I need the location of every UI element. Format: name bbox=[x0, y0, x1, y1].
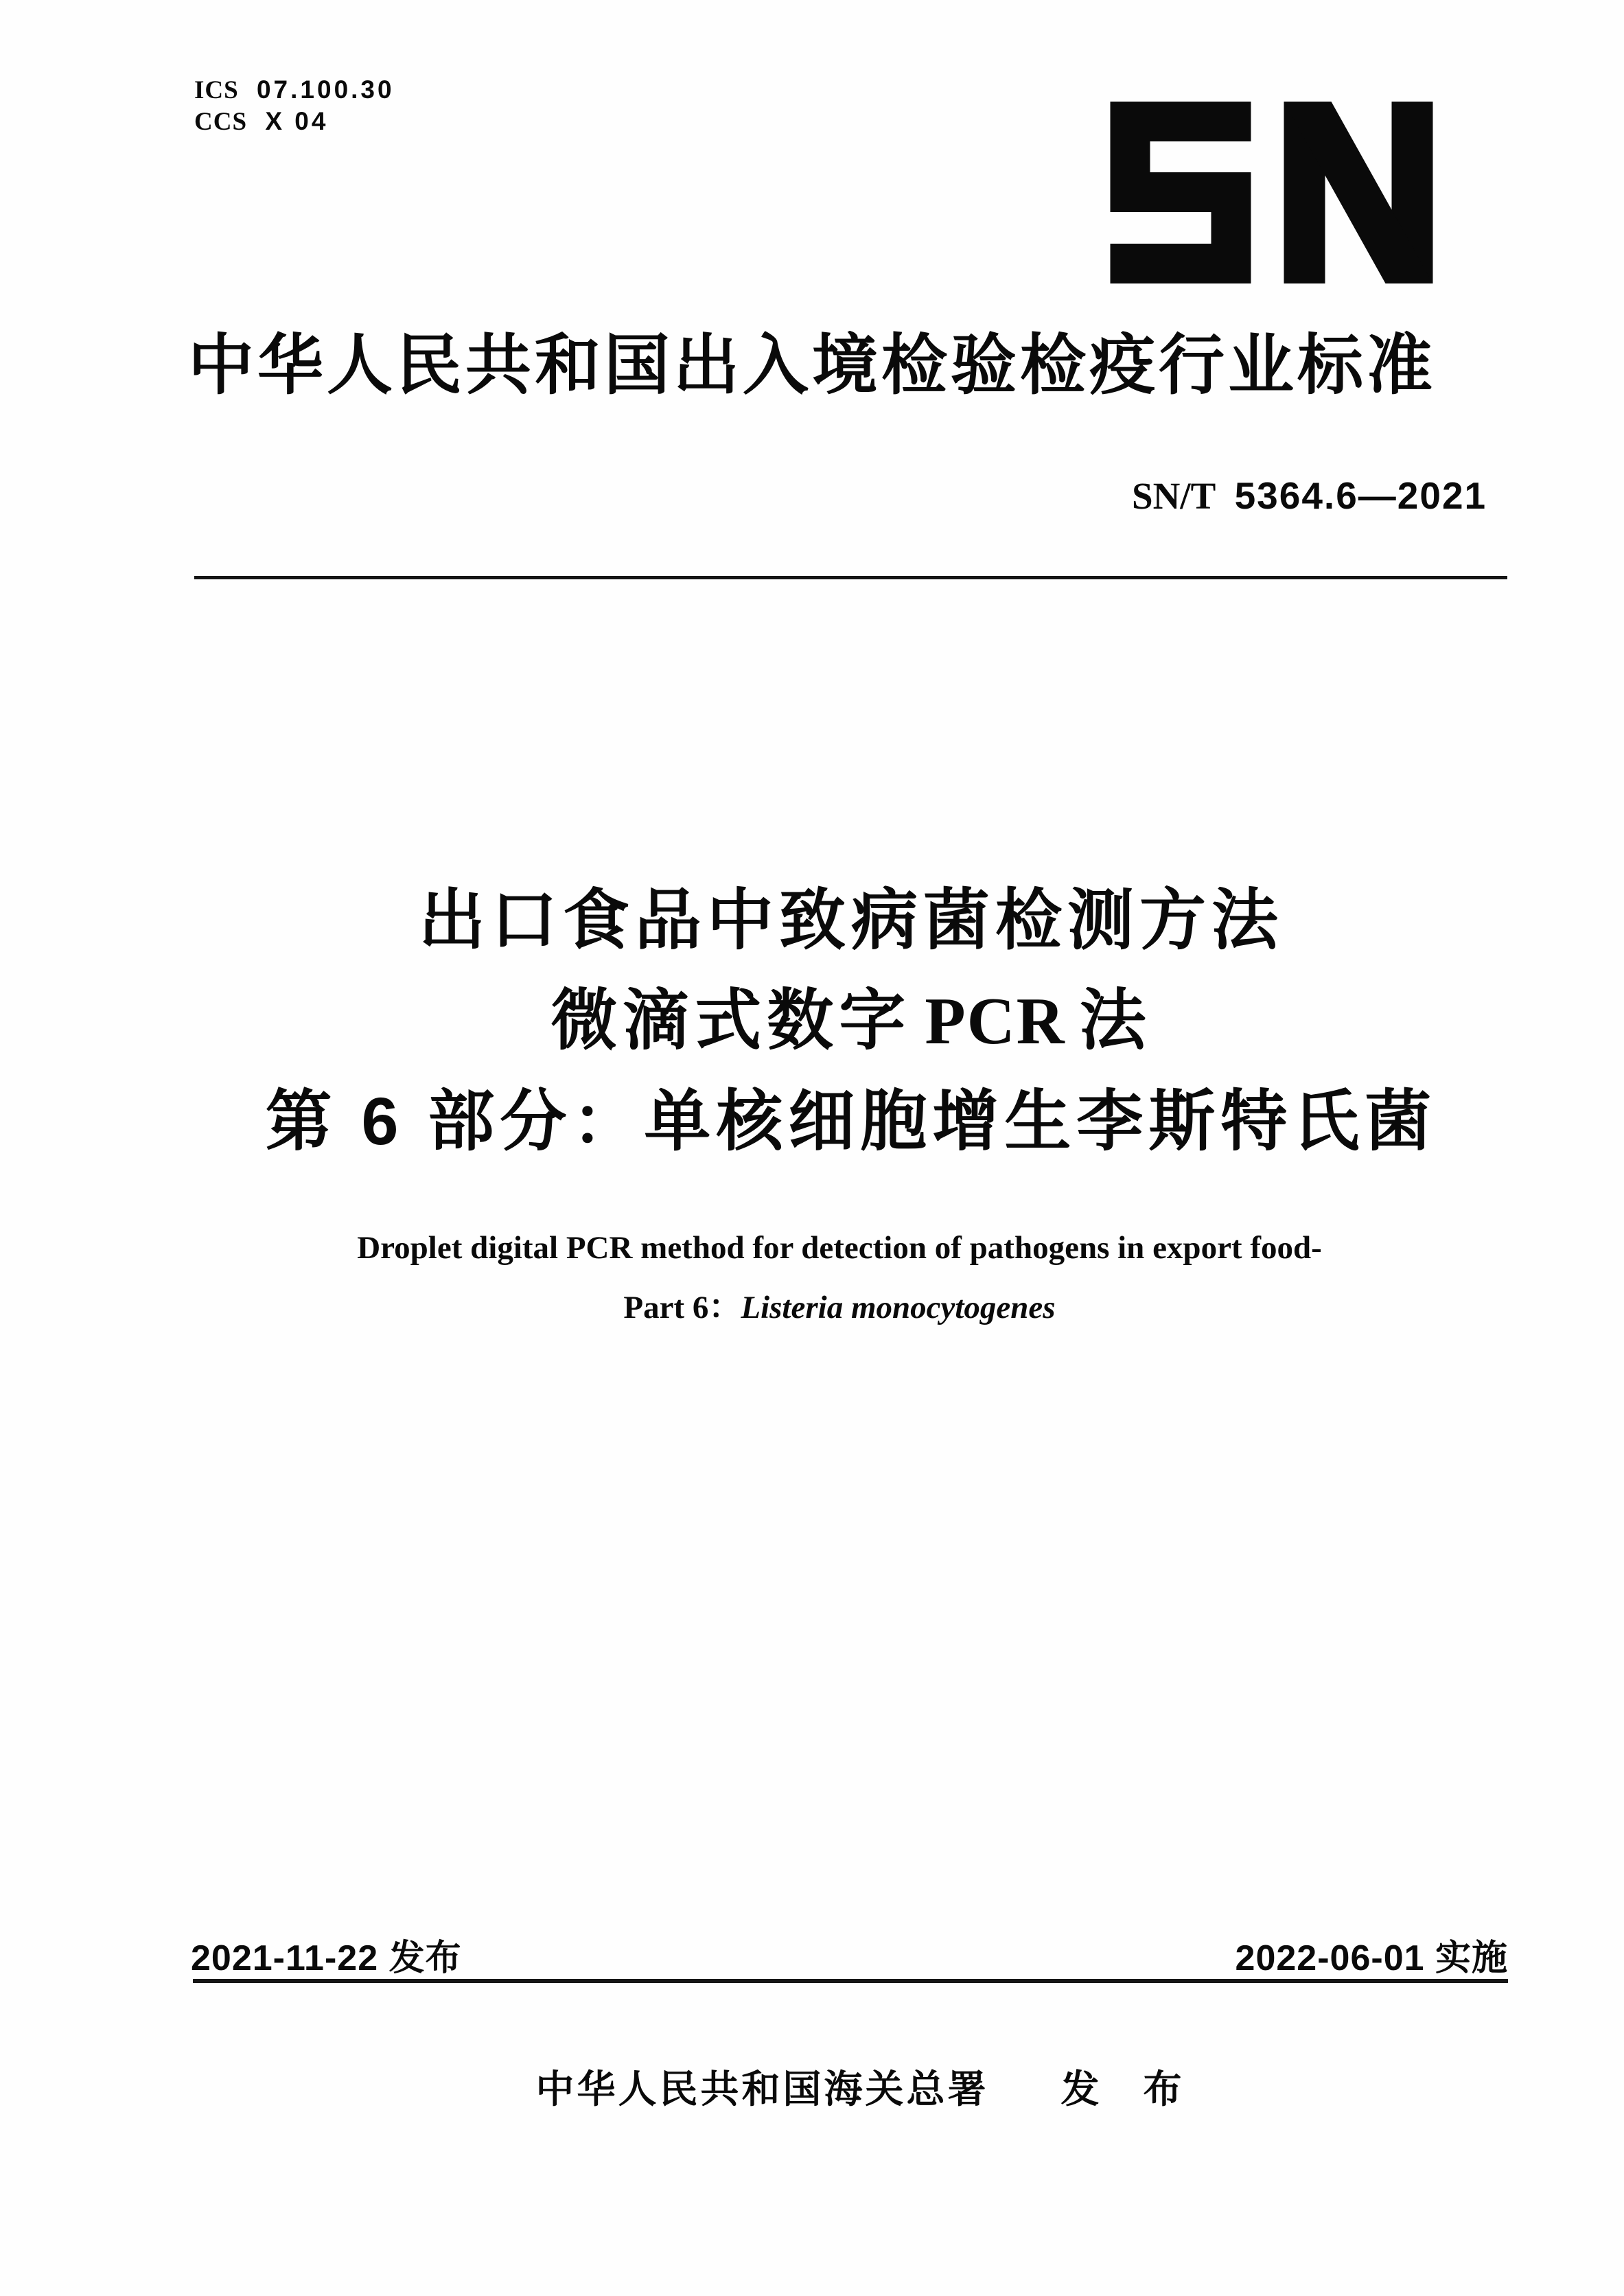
title-line-2-latin: PCR bbox=[925, 984, 1066, 1058]
standard-number-prefix: SN/T bbox=[1132, 475, 1216, 517]
title-line-2-pre: 微滴式数字 bbox=[550, 983, 912, 1058]
title-en-part-label: Part 6： bbox=[623, 1290, 741, 1325]
title-en-species-name: Listeria monocytogenes bbox=[741, 1290, 1056, 1325]
title-line-2-post: 法 bbox=[1079, 983, 1152, 1058]
sn-logo bbox=[1109, 102, 1434, 283]
ics-label: ICS bbox=[194, 76, 239, 104]
title-line-1: 出口食品中致病菌检测方法 bbox=[419, 883, 1284, 958]
publish-word: 发 布 bbox=[1060, 2067, 1185, 2111]
org-heading: 中华人民共和国出入境检验检疫行业标准 bbox=[188, 329, 1436, 402]
issue-date: 2021-11-22 发布 bbox=[191, 1938, 462, 1978]
standard-number bbox=[1132, 474, 1487, 518]
classification-codes bbox=[194, 74, 395, 137]
document-title-en bbox=[27, 1229, 1624, 1327]
ics-value: 07.100.30 bbox=[256, 76, 395, 104]
effective-date: 2022-06-01 实施 bbox=[1235, 1938, 1508, 1978]
title-en-line-2 bbox=[27, 1288, 1624, 1327]
ccs-code-row bbox=[194, 106, 395, 137]
header-divider-line bbox=[194, 576, 1507, 579]
publisher-row bbox=[48, 2059, 1624, 2114]
ics-code-row bbox=[194, 74, 395, 106]
title-en-line-1: Droplet digital PCR method for detection of pathogens in export food- bbox=[357, 1230, 1322, 1266]
ccs-label: CCS bbox=[194, 108, 248, 136]
footer-divider-line bbox=[193, 1979, 1508, 1983]
standard-number-digits: 5364.6—2021 bbox=[1234, 474, 1487, 517]
title-line-3: 第 6 部分：单核细胞增生李斯特氏菌 bbox=[265, 1084, 1437, 1159]
publisher-name: 中华人民共和国海关总署 bbox=[535, 2067, 989, 2111]
title-line-2 bbox=[39, 971, 1624, 1071]
document-title-zh bbox=[39, 870, 1624, 1172]
ccs-value: X 04 bbox=[265, 107, 329, 135]
